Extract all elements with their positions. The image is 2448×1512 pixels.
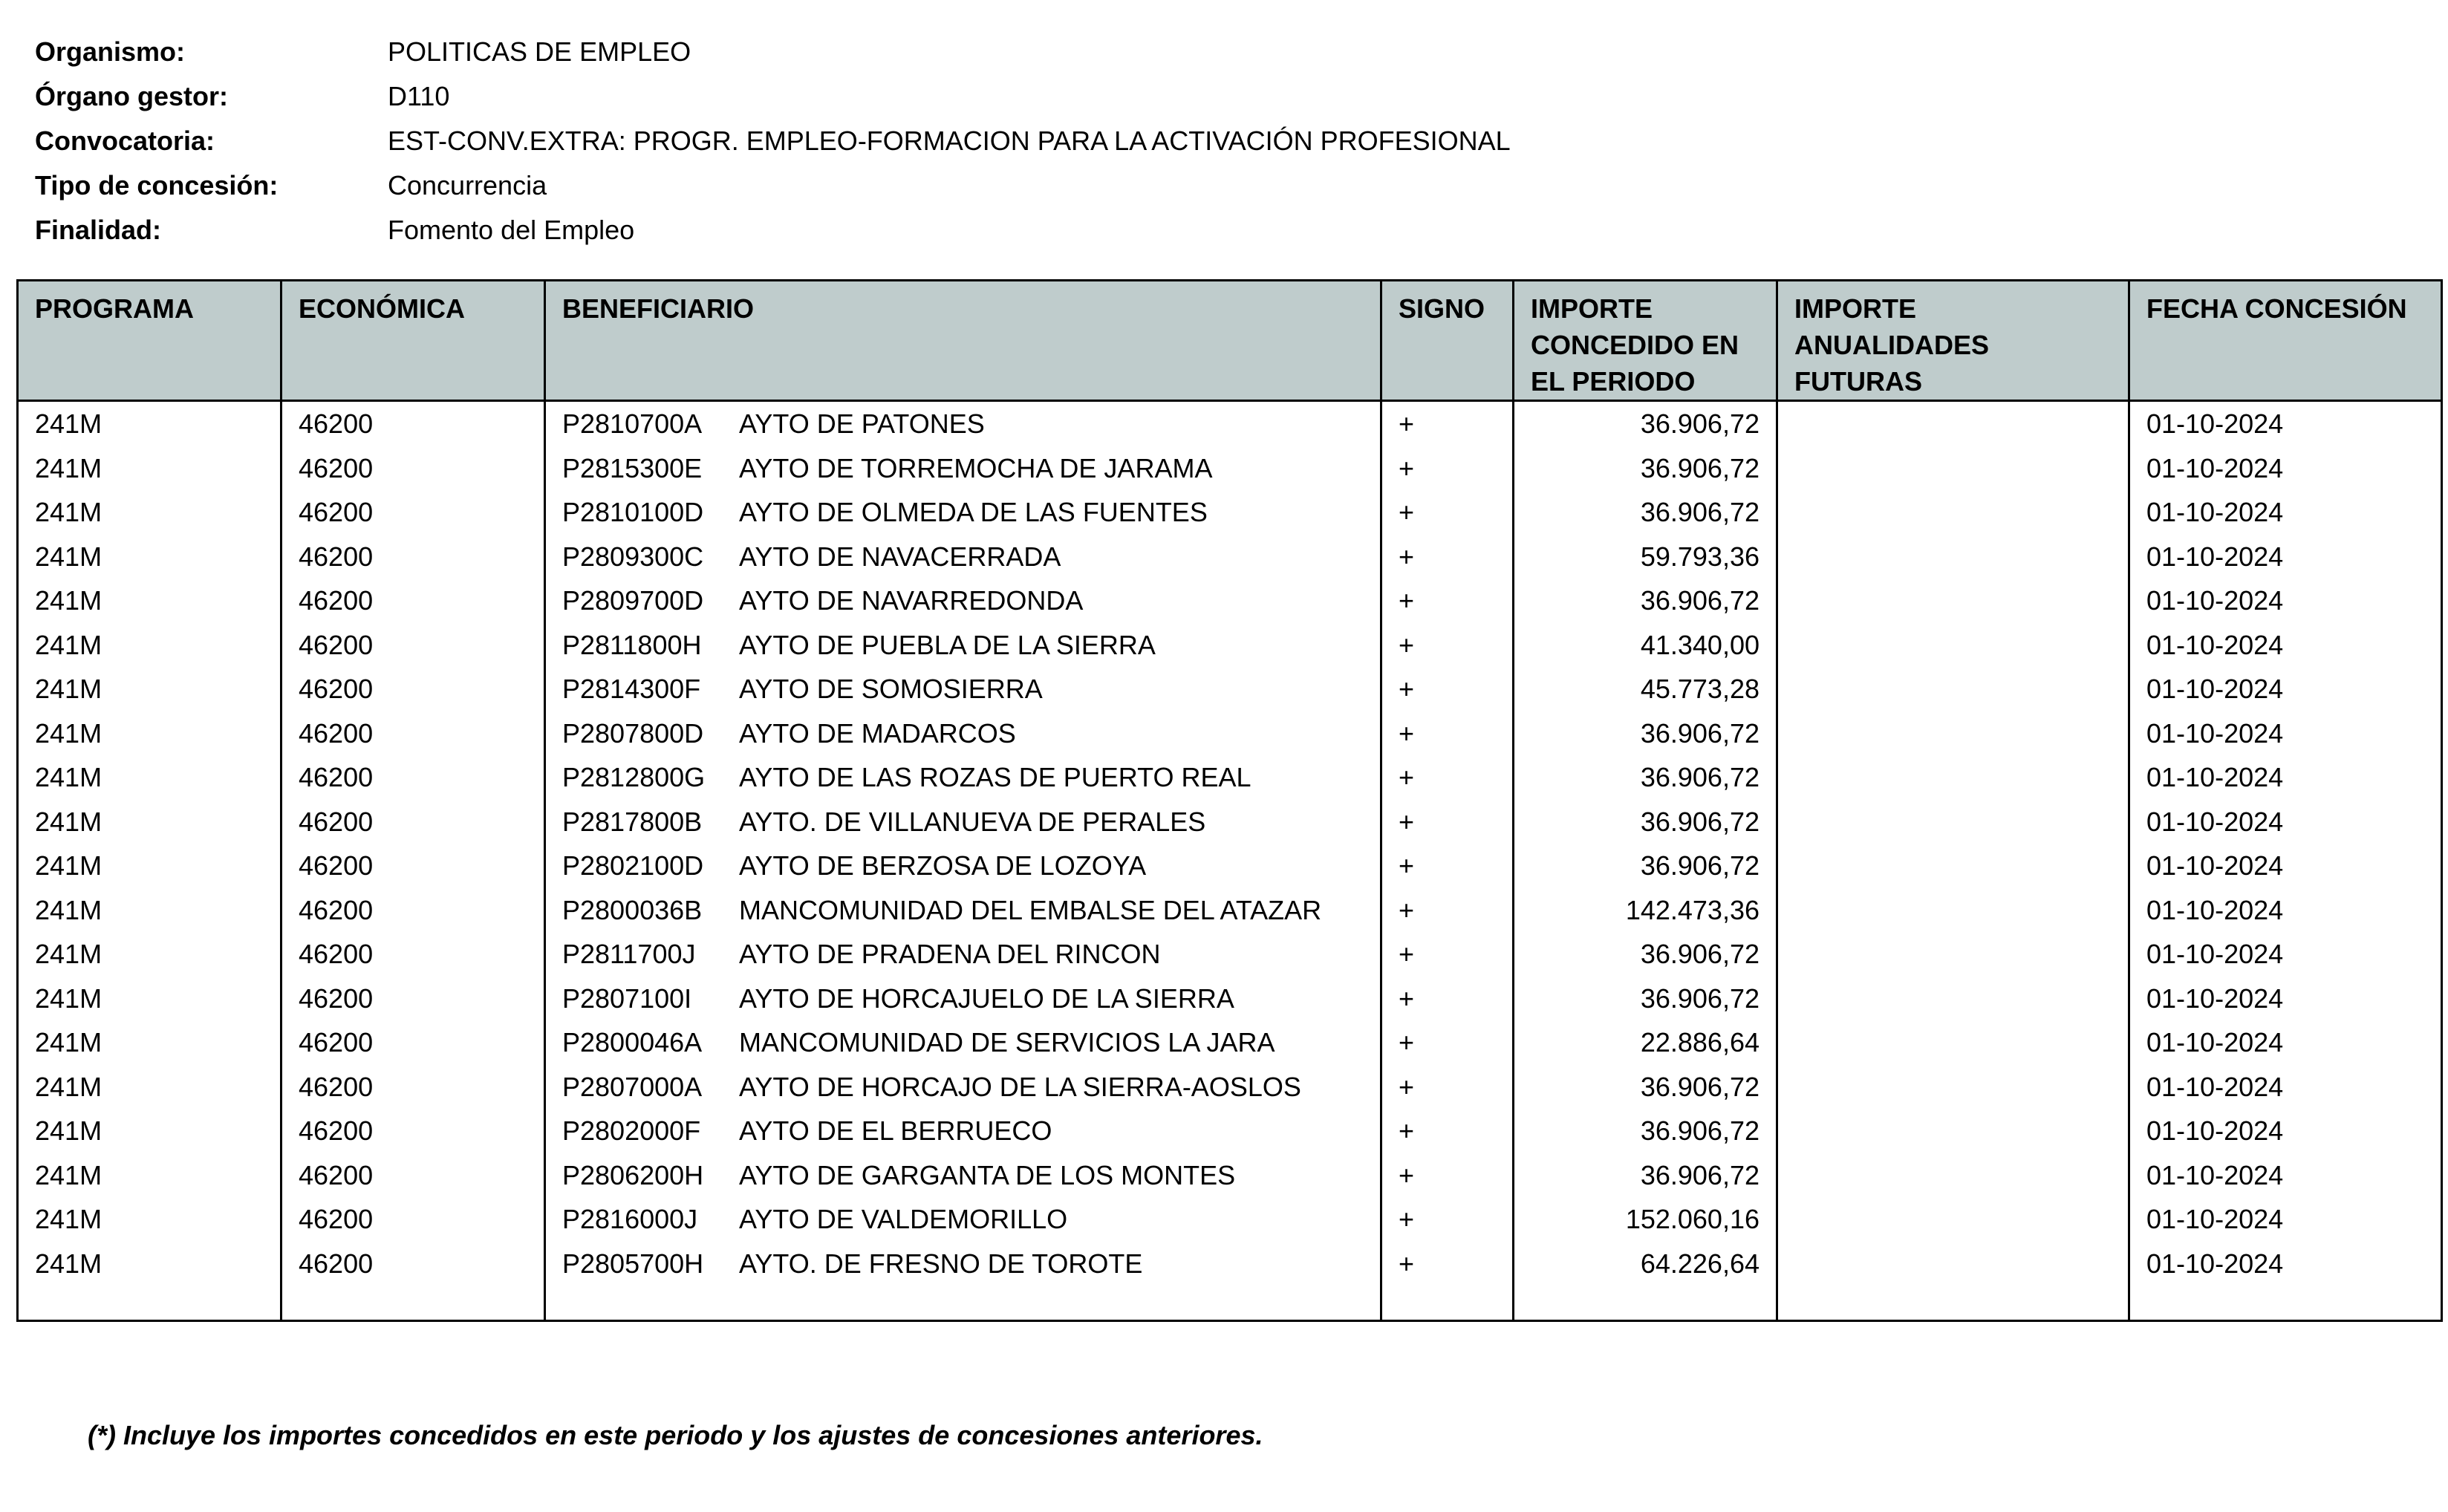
- meta-row-convocatoria: [35, 119, 1511, 163]
- beneficiario-cell: [545, 401, 1381, 446]
- meta-label: Órgano gestor:: [35, 81, 229, 111]
- futuras-cell: [1777, 1109, 2129, 1153]
- table-row: [18, 667, 2442, 711]
- futuras-cell: [1777, 1153, 2129, 1198]
- signo-cell: +: [1381, 1065, 1514, 1109]
- fecha-cell: 01-10-2024: [2129, 1020, 2442, 1065]
- signo-cell: +: [1381, 401, 1514, 446]
- beneficiario-cell: [545, 623, 1381, 668]
- importe-cell: 36.906,72: [1514, 800, 1777, 844]
- fecha-cell: 01-10-2024: [2129, 755, 2442, 800]
- beneficiary-nif: P2807100I: [562, 983, 692, 1014]
- signo-cell: +: [1381, 844, 1514, 888]
- table-header-row: [18, 281, 2442, 401]
- beneficiary-nif: P2812800G: [562, 762, 706, 792]
- beneficiary-nif: P2802000F: [562, 1115, 701, 1146]
- meta-value: EST-CONV.EXTRA: PROGR. EMPLEO-FORMACION PARA LA ACTIVACIÓN PROFESIONAL: [388, 126, 1511, 156]
- programa-cell: 241M: [18, 1153, 281, 1198]
- economica-cell: 46200: [281, 579, 545, 623]
- beneficiary-name: MANCOMUNIDAD DE SERVICIOS LA JARA: [739, 1027, 1275, 1058]
- header-signo: SIGNO: [1381, 281, 1514, 401]
- meta-value: Fomento del Empleo: [388, 215, 635, 245]
- importe-cell: 36.906,72: [1514, 401, 1777, 446]
- fecha-cell: 01-10-2024: [2129, 932, 2442, 977]
- economica-cell: 46200: [281, 711, 545, 756]
- footnote: (*) Incluye los importes concedidos en este periodo y los ajustes de concesiones anteriores.: [88, 1420, 1263, 1450]
- beneficiary-name: AYTO DE HORCAJUELO DE LA SIERRA: [739, 983, 1234, 1014]
- header-fecha: FECHA CONCESIÓN: [2129, 281, 2442, 401]
- importe-cell: 41.340,00: [1514, 623, 1777, 668]
- fecha-cell: 01-10-2024: [2129, 535, 2442, 579]
- beneficiary-nif: P2802100D: [562, 850, 704, 881]
- signo-cell: +: [1381, 579, 1514, 623]
- futuras-cell: [1777, 800, 2129, 844]
- beneficiary-name: AYTO DE SOMOSIERRA: [739, 674, 1043, 704]
- signo-cell: +: [1381, 755, 1514, 800]
- beneficiary-nif: P2800036B: [562, 894, 703, 925]
- beneficiario-cell: [545, 1242, 1381, 1286]
- table-row: [18, 1153, 2442, 1198]
- economica-cell: 46200: [281, 977, 545, 1021]
- programa-cell: 241M: [18, 1197, 281, 1242]
- signo-cell: +: [1381, 888, 1514, 933]
- economica-cell: 46200: [281, 800, 545, 844]
- programa-cell: 241M: [18, 755, 281, 800]
- programa-cell: 241M: [18, 490, 281, 535]
- signo-cell: +: [1381, 977, 1514, 1021]
- programa-cell: 241M: [18, 667, 281, 711]
- programa-cell: 241M: [18, 623, 281, 668]
- signo-cell: +: [1381, 535, 1514, 579]
- filler-cell: [18, 1285, 281, 1321]
- table-row: [18, 711, 2442, 756]
- futuras-cell: [1777, 667, 2129, 711]
- importe-cell: 36.906,72: [1514, 977, 1777, 1021]
- header-importe-futuras: IMPORTE ANUALIDADES FUTURAS: [1777, 281, 2129, 401]
- meta-row-organismo: [35, 30, 1511, 74]
- beneficiario-cell: [545, 579, 1381, 623]
- beneficiario-cell: [545, 1065, 1381, 1109]
- table-row: [18, 579, 2442, 623]
- importe-cell: 22.886,64: [1514, 1020, 1777, 1065]
- beneficiary-nif: P2816000J: [562, 1204, 698, 1234]
- fecha-cell: 01-10-2024: [2129, 490, 2442, 535]
- beneficiary-nif: P2807800D: [562, 717, 704, 749]
- signo-cell: +: [1381, 490, 1514, 535]
- fecha-cell: 01-10-2024: [2129, 888, 2442, 933]
- signo-cell: +: [1381, 623, 1514, 668]
- futuras-cell: [1777, 623, 2129, 668]
- table-row: [18, 1242, 2442, 1286]
- futuras-cell: [1777, 401, 2129, 446]
- economica-cell: 46200: [281, 1197, 545, 1242]
- header-importe-periodo: IMPORTE CONCEDIDO EN EL PERIODO: [1514, 281, 1777, 401]
- futuras-cell: [1777, 1020, 2129, 1065]
- meta-row-tipo-concesion: [35, 163, 1511, 208]
- programa-cell: 241M: [18, 579, 281, 623]
- programa-cell: 241M: [18, 711, 281, 756]
- table-row: [18, 1197, 2442, 1242]
- importe-cell: 36.906,72: [1514, 755, 1777, 800]
- header-programa: PROGRAMA: [18, 281, 281, 401]
- fecha-cell: 01-10-2024: [2129, 1197, 2442, 1242]
- economica-cell: 46200: [281, 1065, 545, 1109]
- signo-cell: +: [1381, 800, 1514, 844]
- beneficiario-cell: [545, 1153, 1381, 1198]
- importe-cell: 36.906,72: [1514, 1153, 1777, 1198]
- importe-cell: 36.906,72: [1514, 579, 1777, 623]
- economica-cell: 46200: [281, 932, 545, 977]
- importe-cell: 142.473,36: [1514, 888, 1777, 933]
- signo-cell: +: [1381, 711, 1514, 756]
- economica-cell: 46200: [281, 1242, 545, 1286]
- futuras-cell: [1777, 1242, 2129, 1286]
- table-row: [18, 932, 2442, 977]
- beneficiario-cell: [545, 711, 1381, 756]
- beneficiary-name: AYTO DE MADARCOS: [739, 717, 1016, 749]
- beneficiary-name: MANCOMUNIDAD DEL EMBALSE DEL ATAZAR: [739, 894, 1322, 925]
- beneficiary-nif: P2805700H: [562, 1248, 704, 1279]
- header-economica: ECONÓMICA: [281, 281, 545, 401]
- table-row: [18, 446, 2442, 491]
- economica-cell: 46200: [281, 623, 545, 668]
- fecha-cell: 01-10-2024: [2129, 579, 2442, 623]
- importe-cell: 36.906,72: [1514, 844, 1777, 888]
- fecha-cell: 01-10-2024: [2129, 800, 2442, 844]
- table-row: [18, 401, 2442, 446]
- importe-cell: 45.773,28: [1514, 667, 1777, 711]
- programa-cell: 241M: [18, 1020, 281, 1065]
- document-header: [35, 30, 1511, 252]
- importe-cell: 36.906,72: [1514, 711, 1777, 756]
- futuras-cell: [1777, 446, 2129, 491]
- economica-cell: 46200: [281, 1020, 545, 1065]
- beneficiary-nif: P2817800B: [562, 806, 703, 837]
- economica-cell: 46200: [281, 1153, 545, 1198]
- importe-cell: 36.906,72: [1514, 932, 1777, 977]
- economica-cell: 46200: [281, 535, 545, 579]
- beneficiario-cell: [545, 535, 1381, 579]
- filler-cell: [1381, 1285, 1514, 1321]
- beneficiario-cell: [545, 932, 1381, 977]
- programa-cell: 241M: [18, 1242, 281, 1286]
- beneficiario-cell: [545, 1020, 1381, 1065]
- beneficiary-name: AYTO DE PRADENA DEL RINCON: [739, 939, 1161, 969]
- fecha-cell: 01-10-2024: [2129, 1065, 2442, 1109]
- signo-cell: +: [1381, 932, 1514, 977]
- fecha-cell: 01-10-2024: [2129, 667, 2442, 711]
- fecha-cell: 01-10-2024: [2129, 1153, 2442, 1198]
- table-filler-row: [18, 1285, 2442, 1321]
- importe-cell: 64.226,64: [1514, 1242, 1777, 1286]
- fecha-cell: 01-10-2024: [2129, 977, 2442, 1021]
- programa-cell: 241M: [18, 844, 281, 888]
- meta-label: Organismo:: [35, 36, 186, 67]
- fecha-cell: 01-10-2024: [2129, 1109, 2442, 1153]
- filler-cell: [1777, 1285, 2129, 1321]
- futuras-cell: [1777, 1197, 2129, 1242]
- beneficiary-name: AYTO DE TORREMOCHA DE JARAMA: [739, 452, 1213, 483]
- importe-cell: 36.906,72: [1514, 1109, 1777, 1153]
- filler-cell: [545, 1285, 1381, 1321]
- futuras-cell: [1777, 888, 2129, 933]
- economica-cell: 46200: [281, 755, 545, 800]
- beneficiary-nif: P2811700J: [562, 939, 696, 969]
- beneficiary-name: AYTO DE BERZOSA DE LOZOYA: [739, 850, 1147, 881]
- beneficiary-name: AYTO DE OLMEDA DE LAS FUENTES: [739, 497, 1208, 527]
- beneficiary-name: AYTO. DE VILLANUEVA DE PERALES: [739, 806, 1206, 837]
- beneficiary-name: AYTO. DE FRESNO DE TOROTE: [739, 1248, 1143, 1279]
- beneficiary-name: AYTO DE HORCAJO DE LA SIERRA-AOSLOS: [739, 1071, 1301, 1102]
- meta-value: POLITICAS DE EMPLEO: [388, 36, 691, 67]
- economica-cell: 46200: [281, 490, 545, 535]
- beneficiary-nif: P2809700D: [562, 585, 704, 616]
- futuras-cell: [1777, 1065, 2129, 1109]
- table-row: [18, 844, 2442, 888]
- fecha-cell: 01-10-2024: [2129, 623, 2442, 668]
- filler-cell: [2129, 1285, 2442, 1321]
- header-beneficiario: BENEFICIARIO: [545, 281, 1381, 401]
- beneficiario-cell: [545, 1197, 1381, 1242]
- beneficiario-cell: [545, 755, 1381, 800]
- beneficiary-nif: P2800046A: [562, 1027, 703, 1058]
- beneficiary-nif: P2814300F: [562, 674, 701, 704]
- table-row: [18, 623, 2442, 668]
- futuras-cell: [1777, 977, 2129, 1021]
- fecha-cell: 01-10-2024: [2129, 401, 2442, 446]
- signo-cell: +: [1381, 1242, 1514, 1286]
- table-row: [18, 1065, 2442, 1109]
- meta-label: Convocatoria:: [35, 126, 215, 156]
- importe-cell: 36.906,72: [1514, 1065, 1777, 1109]
- beneficiary-nif: P2810700A: [562, 408, 703, 439]
- meta-label: Tipo de concesión:: [35, 170, 279, 201]
- table-row: [18, 1109, 2442, 1153]
- programa-cell: 241M: [18, 888, 281, 933]
- fecha-cell: 01-10-2024: [2129, 446, 2442, 491]
- beneficiary-name: AYTO DE NAVACERRADA: [739, 541, 1061, 572]
- futuras-cell: [1777, 932, 2129, 977]
- table-row: [18, 755, 2442, 800]
- beneficiary-name: AYTO DE EL BERRUECO: [739, 1115, 1052, 1146]
- economica-cell: 46200: [281, 667, 545, 711]
- beneficiario-cell: [545, 667, 1381, 711]
- beneficiary-name: AYTO DE PATONES: [739, 408, 985, 439]
- beneficiario-cell: [545, 888, 1381, 933]
- importe-cell: 59.793,36: [1514, 535, 1777, 579]
- beneficiario-cell: [545, 490, 1381, 535]
- programa-cell: 241M: [18, 401, 281, 446]
- futuras-cell: [1777, 755, 2129, 800]
- economica-cell: 46200: [281, 888, 545, 933]
- futuras-cell: [1777, 711, 2129, 756]
- futuras-cell: [1777, 490, 2129, 535]
- beneficiary-nif: P2810100D: [562, 497, 704, 527]
- table-row: [18, 1020, 2442, 1065]
- beneficiario-cell: [545, 800, 1381, 844]
- grants-table: [16, 279, 2443, 1322]
- economica-cell: 46200: [281, 1109, 545, 1153]
- beneficiario-cell: [545, 446, 1381, 491]
- futuras-cell: [1777, 844, 2129, 888]
- beneficiary-name: AYTO DE NAVARREDONDA: [739, 585, 1084, 616]
- signo-cell: +: [1381, 1020, 1514, 1065]
- beneficiary-name: AYTO DE LAS ROZAS DE PUERTO REAL: [739, 762, 1251, 792]
- programa-cell: 241M: [18, 1109, 281, 1153]
- meta-label: Finalidad:: [35, 215, 161, 245]
- meta-row-organo-gestor: [35, 74, 1511, 119]
- beneficiary-nif: P2811800H: [562, 629, 702, 660]
- signo-cell: +: [1381, 446, 1514, 491]
- beneficiary-nif: P2815300E: [562, 452, 703, 483]
- table-row: [18, 977, 2442, 1021]
- beneficiary-nif: P2806200H: [562, 1159, 704, 1190]
- importe-cell: 36.906,72: [1514, 446, 1777, 491]
- programa-cell: 241M: [18, 535, 281, 579]
- table-row: [18, 490, 2442, 535]
- programa-cell: 241M: [18, 800, 281, 844]
- meta-value: D110: [388, 81, 450, 111]
- economica-cell: 46200: [281, 401, 545, 446]
- signo-cell: +: [1381, 1197, 1514, 1242]
- futuras-cell: [1777, 535, 2129, 579]
- economica-cell: 46200: [281, 446, 545, 491]
- programa-cell: 241M: [18, 1065, 281, 1109]
- fecha-cell: 01-10-2024: [2129, 844, 2442, 888]
- meta-row-finalidad: [35, 208, 1511, 252]
- programa-cell: 241M: [18, 446, 281, 491]
- signo-cell: +: [1381, 1153, 1514, 1198]
- importe-cell: 152.060,16: [1514, 1197, 1777, 1242]
- filler-cell: [1514, 1285, 1777, 1321]
- table-row: [18, 800, 2442, 844]
- table-row: [18, 535, 2442, 579]
- meta-value: Concurrencia: [388, 170, 547, 201]
- filler-cell: [281, 1285, 545, 1321]
- futuras-cell: [1777, 579, 2129, 623]
- beneficiario-cell: [545, 977, 1381, 1021]
- beneficiary-nif: P2807000A: [562, 1071, 703, 1102]
- beneficiario-cell: [545, 1109, 1381, 1153]
- beneficiary-nif: P2809300C: [562, 541, 704, 572]
- signo-cell: +: [1381, 667, 1514, 711]
- beneficiary-name: AYTO DE GARGANTA DE LOS MONTES: [739, 1159, 1236, 1190]
- fecha-cell: 01-10-2024: [2129, 1242, 2442, 1286]
- economica-cell: 46200: [281, 844, 545, 888]
- importe-cell: 36.906,72: [1514, 490, 1777, 535]
- programa-cell: 241M: [18, 932, 281, 977]
- programa-cell: 241M: [18, 977, 281, 1021]
- signo-cell: +: [1381, 1109, 1514, 1153]
- beneficiary-name: AYTO DE PUEBLA DE LA SIERRA: [739, 629, 1156, 660]
- beneficiary-name: AYTO DE VALDEMORILLO: [739, 1204, 1068, 1234]
- fecha-cell: 01-10-2024: [2129, 711, 2442, 756]
- table-row: [18, 888, 2442, 933]
- beneficiario-cell: [545, 844, 1381, 888]
- table-body: [18, 401, 2442, 1321]
